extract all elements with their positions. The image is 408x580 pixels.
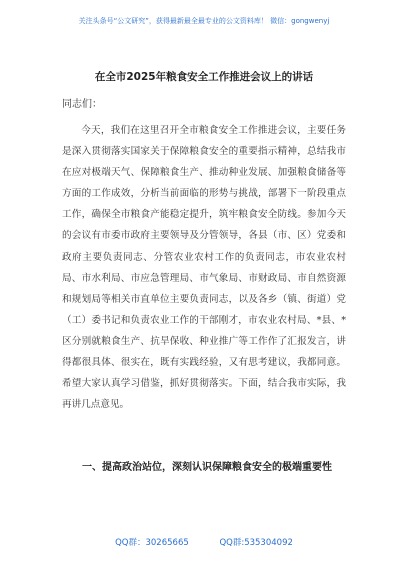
greeting: 同志们： (62, 99, 102, 110)
body-paragraph: 今天，我们在这里召开全市粮食安全工作推进会议，主要任务是深入贯彻落实国家关于保障粮食安全的重要指示精神，总结我市在应对极端天气、保障粮食生产、推动种业发展、加强粮食储备等方面的工作成效，分析当前面临的形势与挑战，部署下一阶段重点工作，确保全市粮食产能稳定提升，筑牢粮食安全防线。参加今天的会议有市委市政府主要领导及分管领导，各县（市、区）党委和政府主要负责同志、分管农业农村工作的负责同志，市农业农村局、市水利局、市应急管理局、市气象局、市财政局、市自然资源和规划局等相关市直单位主要负责同志，以及各乡（镇、街道）党（工）委书记和负责农业工作的干部刚才，市农业农村局、*县、*区分别就粮食生产、抗旱保收、种业推广等工作作了汇报发言，讲得都很具体、很实在，既有实践经验，又有思考建议，我都同意。希望大家认真学习借鉴，抓好贯彻落实。下面，结合我市实际，我再讲几点意见。 (62, 125, 346, 411)
document-title: 在全市2025年粮食安全工作推进会议上的讲话 (94, 71, 314, 83)
qq-group-1: QQ群：30265665 (115, 538, 189, 548)
qq-group-2: QQ群:535304092 (219, 538, 293, 548)
header-note: 关注头条号“公文研究”，获得最新最全最专业的公文资料库！ 微信：gongwenyj (78, 17, 330, 25)
footer-contact (20, 536, 388, 548)
section-heading: 一、提高政治站位，深刻认识保障粮食安全的极端重要性 (82, 462, 332, 473)
